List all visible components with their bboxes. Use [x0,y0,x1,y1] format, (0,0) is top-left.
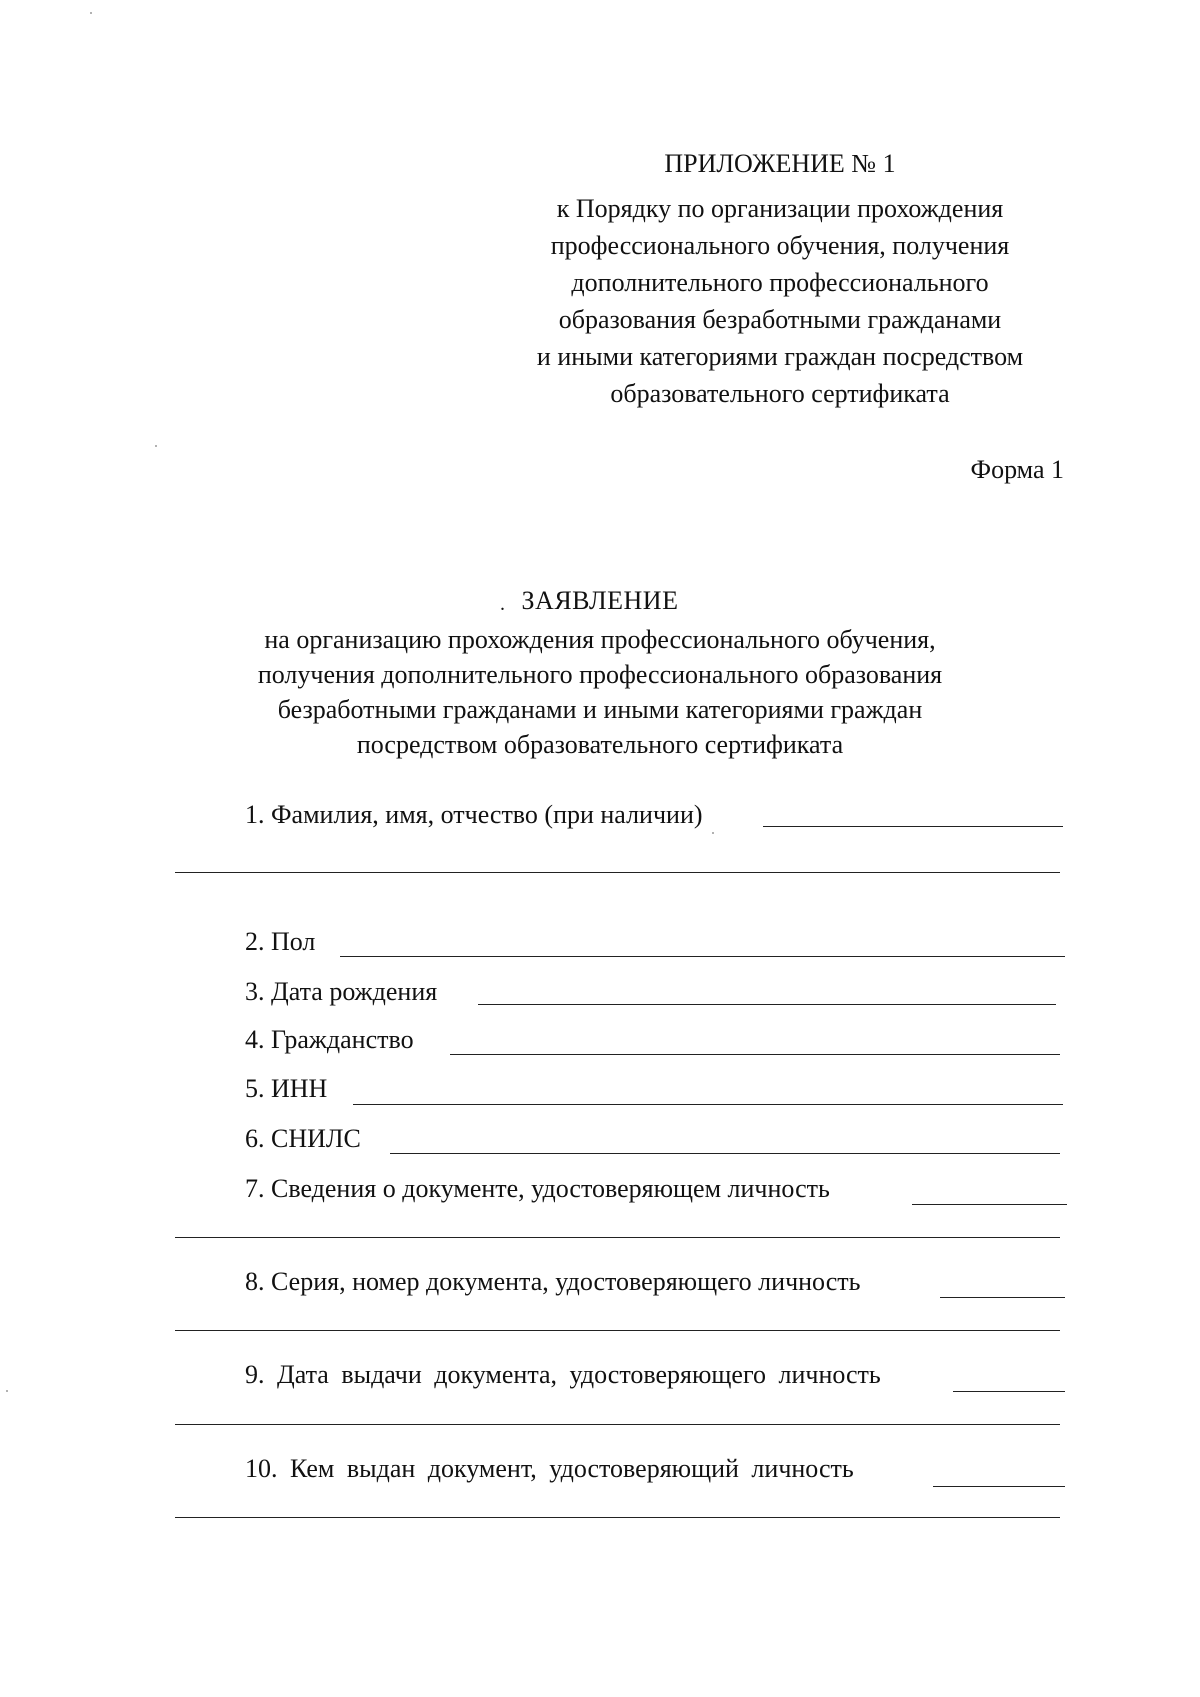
statement-title: ЗАЯВЛЕНИЕ [521,586,679,615]
field-citizenship [245,1025,414,1055]
field-document-issuer [245,1454,854,1484]
field-label: Сведения о документе, удостоверяющем личность [271,1174,830,1203]
appendix-title: ПРИЛОЖЕНИЕ № 1 [664,149,896,178]
field-document-issue-date [245,1360,881,1390]
field-number: 8. [245,1267,265,1296]
scan-speck [155,445,157,447]
document-series-number-input-line[interactable] [940,1297,1065,1298]
sex-input-line[interactable] [340,956,1065,957]
identity-document-continuation-line[interactable] [175,1237,1060,1238]
field-number: 7. [245,1174,265,1203]
field-label: Фамилия, имя, отчество (при наличии) [271,800,703,829]
citizenship-input-line[interactable] [450,1054,1060,1055]
field-identity-document [245,1174,830,1204]
field-label: Гражданство [271,1025,414,1054]
field-snils [245,1124,361,1154]
field-label: Дата рождения [271,977,438,1006]
field-label: Дата выдачи документа, удостоверяющего личность [277,1360,881,1389]
field-inn [245,1074,327,1104]
birth-date-input-line[interactable] [478,1004,1056,1005]
field-sex [245,927,315,957]
statement-subtitle-line: на организацию прохождения профессионального обучения, [264,625,936,654]
field-document-series-number [245,1267,860,1297]
document-issue-date-continuation-line[interactable] [175,1424,1060,1425]
field-number: 10. [245,1454,278,1483]
field-number: 9. [245,1360,265,1389]
field-number: 6. [245,1124,265,1153]
statement-header [200,583,1000,762]
document-issuer-input-line[interactable] [933,1486,1065,1487]
field-number: 3. [245,977,265,1006]
statement-subtitle-line: посредством образовательного сертификата [356,730,844,759]
field-number: 4. [245,1025,265,1054]
field-label: Серия, номер документа, удостоверяющего личность [271,1267,861,1296]
scan-dot: . [500,593,505,615]
statement-subtitle-line: получения дополнительного профессионального образования [257,660,943,689]
document-issuer-continuation-line[interactable] [175,1517,1060,1518]
document-issue-date-input-line[interactable] [953,1391,1065,1392]
field-number: 2. [245,927,265,956]
field-label: Кем выдан документ, удостоверяющий личность [290,1454,854,1483]
appendix-line: дополнительного профессионального [571,268,989,297]
field-label: Пол [271,927,316,956]
scan-speck [6,1390,8,1392]
appendix-line: к Порядку по организации прохождения [556,194,1004,223]
appendix-line: образовательного сертификата [610,379,950,408]
appendix-line: и иными категориями граждан посредством [536,342,1024,371]
form-number: Форма 1 [970,455,1064,484]
appendix-header [500,145,1060,412]
field-label: ИНН [271,1074,328,1103]
scan-speck [712,832,714,834]
field-number: 1. [245,800,265,829]
identity-document-input-line[interactable] [912,1204,1067,1205]
scan-speck [90,12,92,14]
field-birth-date [245,977,437,1007]
snils-input-line[interactable] [390,1153,1060,1154]
field-label: СНИЛС [271,1124,361,1153]
full-name-continuation-line[interactable] [175,872,1060,873]
full-name-input-line[interactable] [763,826,1063,827]
appendix-line: профессионального обучения, получения [550,231,1010,260]
appendix-line: образования безработными гражданами [558,305,1002,334]
statement-subtitle-line: безработными гражданами и иными категориями граждан [277,695,923,724]
document-series-number-continuation-line[interactable] [175,1330,1060,1331]
field-number: 5. [245,1074,265,1103]
field-full-name [245,800,703,830]
inn-input-line[interactable] [353,1104,1063,1105]
